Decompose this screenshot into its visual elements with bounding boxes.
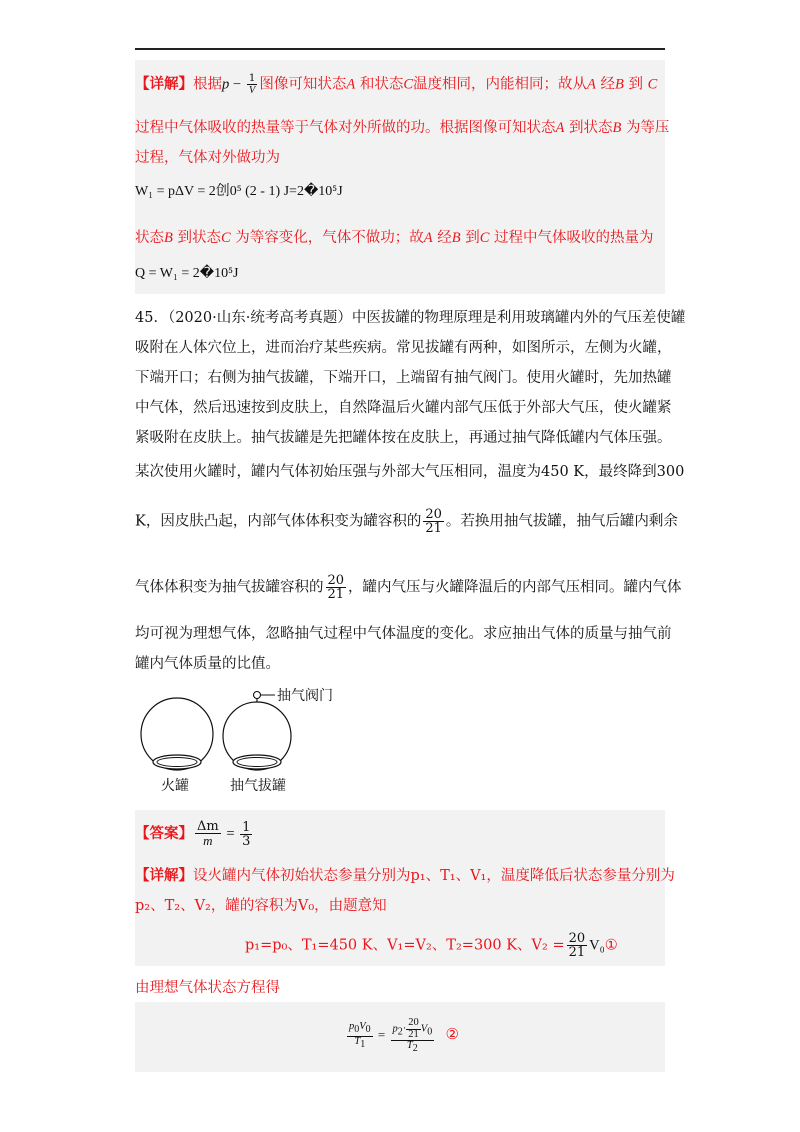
question-line-3: 下端开口；右侧为抽气拔罐，下端开口，上端留有抽气阀门。使用火罐时，先加热罐 [135,370,672,386]
detail-tag-2: 【详解】 [135,867,193,884]
question-line-7: K，因皮肤凸起，内部气体体积变为罐容积的 $\frac{20}{21}$ 。若换用抽气拔罐，抽气后罐内剩余 [135,507,678,536]
detail-tag: 【详解】 [135,75,193,93]
question-line-2: 吸附在人体穴位上，进而治疗某些疾病。常见拔罐有两种，如图所示，左侧为火罐， [135,340,672,356]
fraction-20-21: $\frac{20}{21}$ [568,931,586,960]
prev-line-2: 过程中气体吸收的热量等于气体对外所做的功。根据图像可知状态A 到状态B 为等压 [135,120,670,136]
fraction-20-21: $\frac{20}{21}$ [425,507,442,536]
question-line-1: 45．（2020·山东·统考高考真题）中医拔罐的物理原理是利用玻璃罐内外的气压差使罐 [135,310,686,326]
question-line-5: 紧吸附在皮肤上。抽气拔罐是先把罐体按在皮肤上，再通过抽气降低罐内气体压强。 [135,430,672,446]
question-line-10: 罐内气体质量的比值。 [135,656,280,672]
prev-line-3: 过程，气体对外做功为 [135,150,280,166]
circle-mark-2: ② [445,1025,459,1044]
detail-line-4: 由理想气体状态方程得 [135,980,280,996]
circle-mark-1: ① [604,937,618,954]
question-line-4: 中气体，然后迅速按到皮肤上，自然降温后火罐内部气压低于外部大气压，使火罐紧 [135,400,672,416]
prev-line-1: 【详解】根据p − $\frac{1}{V}$ 图像可知状态A 和状态C温度相同，内能相同；故从A 经B 到 C [135,72,658,96]
header-rule [135,48,665,50]
detail-line-1: 【详解】设火罐内气体初始状态参量分别为p₁、T₁、V₁，温度降低后状态参量分别为 [135,867,675,884]
answer-fraction: $\frac{\Delta m}{m}$ [197,819,219,848]
answer-tag: 【答案】 [135,825,193,842]
detail-line-2: p₂、T₂、V₂，罐的容积为V₀，由题意知 [135,898,387,914]
cupping-figure [135,686,345,798]
valve-icon [254,692,261,699]
question-line-9: 均可视为理想气体，忽略抽气过程中气体温度的变化。求应抽出气体的质量与抽气前 [135,626,672,642]
ideal-gas-equation: $\frac{p_0V_0}{T_1}$ = $p_2\cdot$ $\frac{20}{21}$ $V_0$ $T_2$ ② [349,1017,459,1055]
answer-rhs-fraction: $\frac{1}{3}$ [242,819,251,849]
fraction: $\frac{1}{V}$ [248,72,256,96]
prev-equation-work: W₁ = pΔV = 2创0⁵ (2 - 1) J=2�10⁵J [135,184,343,199]
answer-line: 【答案】 $\frac{\Delta m}{m}$ = $\frac{1}{3}$ [135,819,251,849]
valve-label: 抽气阀门 [277,688,333,704]
question-line-8: 气体体积变为抽气拔罐容积的 $\frac{20}{21}$ ，罐内气压与火罐降温后的内部气压相同。罐内气体 [135,573,682,602]
detail-conditions: p₁=p₀、T₁=450 K、V₁=V₂、T₂=300 K、V₂ = $\frac{20}{21}$ V₀① [245,931,618,960]
question-line-6: 某次使用火罐时，罐内气体初始压强与外部大气压相同，温度为450 K，最终降到300 [135,464,685,480]
fraction-20-21: $\frac{20}{21}$ [327,573,345,602]
prev-equation-heat: Q = W₁ = 2�10⁵J [135,266,239,281]
prev-line-5: 状态B 到状态C 为等容变化，气体不做功；故A 经B 到C 过程中气体吸收的热量为 [135,230,654,246]
fire-cup-drawing [141,698,213,770]
suction-cup-label: 抽气拔罐 [230,778,286,794]
fire-cup-label: 火罐 [161,778,189,794]
